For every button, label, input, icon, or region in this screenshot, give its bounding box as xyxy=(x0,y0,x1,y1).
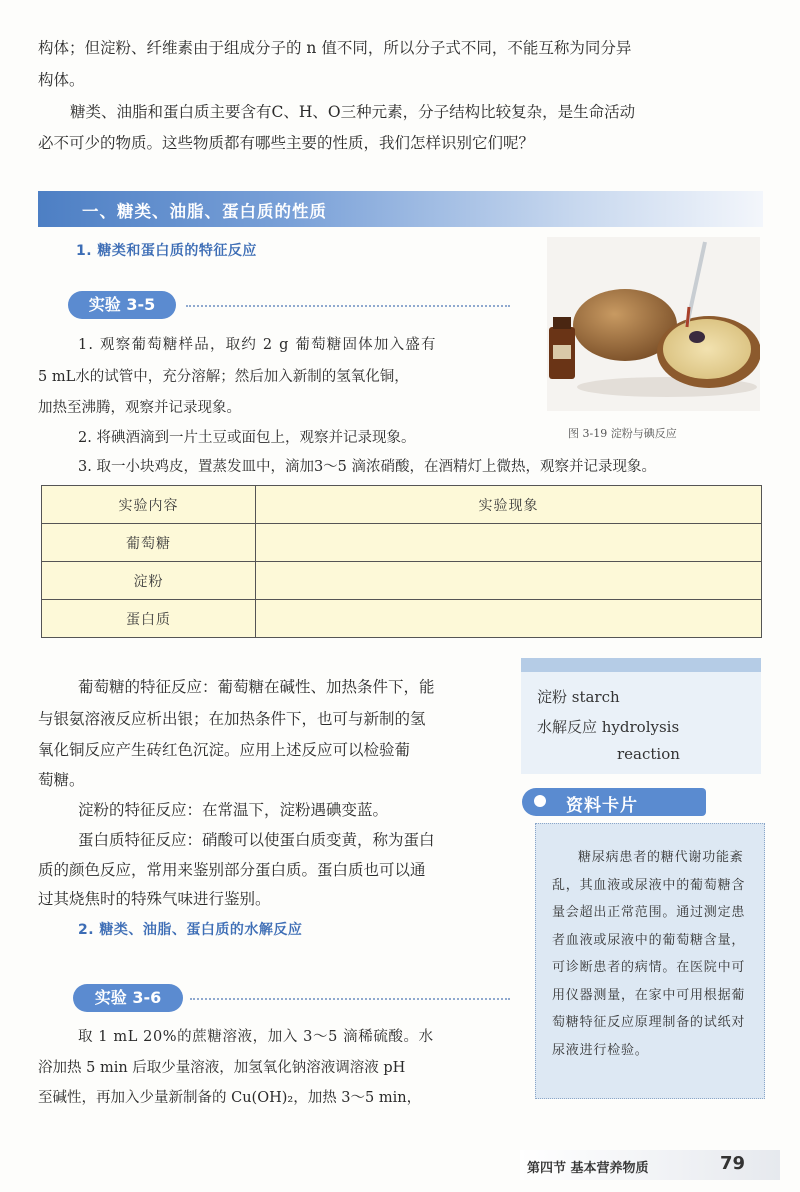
exp2-line-1: 取 1 mL 20%的蔗糖溶液，加入 3～5 滴稀硫酸。水 xyxy=(78,1029,434,1045)
experiment-label-3-5: 实验 3-5 xyxy=(68,291,176,319)
table-row xyxy=(42,524,762,562)
table-cell: 淀粉 xyxy=(42,562,256,600)
table-header-row xyxy=(42,486,762,524)
glossary-term-hydrolysis: 水解反应 hydrolysis xyxy=(537,718,680,736)
body-line-b1: 淀粉的特征反应：在常温下，淀粉遇碘变蓝。 xyxy=(78,801,389,819)
figure-caption: 图 3-19 淀粉与碘反应 xyxy=(568,427,677,440)
table-row xyxy=(42,562,762,600)
intro-line-2: 构体。 xyxy=(38,71,85,89)
dotted-rule xyxy=(186,305,510,307)
subsection-heading-2: 2. 糖类、油脂、蛋白质的水解反应 xyxy=(78,922,303,938)
table-row xyxy=(42,600,762,638)
glossary-term-starch: 淀粉 starch xyxy=(537,688,620,706)
exp1-line-3: 加热至沸腾，观察并记录现象。 xyxy=(38,400,241,416)
body-line-a3: 氧化铜反应产生砖红色沉淀。应用上述反应可以检验葡 xyxy=(38,741,411,759)
exp1-line-2: 5 mL水的试管中，充分溶解；然后加入新制的氢氧化铜， xyxy=(38,369,409,385)
bullet-icon xyxy=(534,795,546,807)
glossary-term-reaction: reaction xyxy=(617,745,680,763)
table-cell: 蛋白质 xyxy=(42,600,256,638)
info-card-header xyxy=(522,788,706,816)
section-title: 一、糖类、油脂、蛋白质的性质 xyxy=(82,202,327,221)
subsection-heading-1: 1. 糖类和蛋白质的特征反应 xyxy=(76,243,257,259)
experiment-label-3-6: 实验 3-6 xyxy=(73,984,183,1012)
body-line-c2: 质的颜色反应，常用来鉴别部分蛋白质。蛋白质也可以通 xyxy=(38,861,426,879)
body-line-a1: 葡萄糖的特征反应：葡萄糖在碱性、加热条件下，能 xyxy=(78,678,435,696)
table-header-cell: 实验内容 xyxy=(42,486,256,524)
table-empty-cell xyxy=(256,600,762,638)
info-card-text: 糖尿病患者的糖代谢功能紊乱，其血液或尿液中的葡萄糖含量会超出正常范围。通过测定患者血液或尿液中的葡萄糖含量，可诊断患者的病情。在医院中可用仪器测量，在家中可用根据葡萄糖特征反应原理制备的试纸对尿液进行检验。 xyxy=(552,850,746,1058)
page-number: 79 xyxy=(720,1153,746,1174)
table-empty-cell xyxy=(256,524,762,562)
exp2-line-3: 至碱性，再加入少量新制备的 Cu(OH)₂，加热 3～5 min， xyxy=(38,1090,422,1106)
glossary-bar xyxy=(521,658,761,672)
intro-line-3: 糖类、油脂和蛋白质主要含有C、H、O三种元素，分子结构比较复杂，是生命活动 xyxy=(70,103,636,121)
potato-iodine-photo xyxy=(547,237,760,411)
experiment-table xyxy=(41,485,762,638)
footer-section: 第四节 基本营养物质 xyxy=(527,1161,649,1176)
body-line-c1: 蛋白质特征反应：硝酸可以使蛋白质变黄，称为蛋白 xyxy=(78,831,435,849)
body-line-a4: 萄糖。 xyxy=(38,771,85,789)
table-empty-cell xyxy=(256,562,762,600)
intro-line-4: 必不可少的物质。这些物质都有哪些主要的性质，我们怎样识别它们呢？ xyxy=(38,134,535,152)
section-banner xyxy=(38,191,763,227)
exp1-line-1: 1. 观察葡萄糖样品，取约 2 g 葡萄糖固体加入盛有 xyxy=(78,337,437,353)
table-cell: 葡萄糖 xyxy=(42,524,256,562)
body-line-c3: 过其烧焦时的特殊气味进行鉴别。 xyxy=(38,890,271,908)
info-card xyxy=(535,823,765,1099)
dotted-rule xyxy=(190,998,510,1000)
body-line-a2: 与银氨溶液反应析出银；在加热条件下，也可与新制的氢 xyxy=(38,710,426,728)
table-header-cell: 实验现象 xyxy=(256,486,762,524)
exp1-line-4: 2. 将碘酒滴到一片土豆或面包上，观察并记录现象。 xyxy=(78,430,416,446)
intro-line-1: 构体；但淀粉、纤维素由于组成分子的 n 值不同，所以分子式不同，不能互称为同分异 xyxy=(38,39,632,57)
exp1-line-5: 3. 取一小块鸡皮，置蒸发皿中，滴加3～5 滴浓硝酸，在酒精灯上微热，观察并记录现象。 xyxy=(78,459,656,475)
exp2-line-2: 浴加热 5 min 后取少量溶液，加氢氧化钠溶液调溶液 pH xyxy=(38,1060,406,1076)
info-card-title: 资料卡片 xyxy=(566,796,638,816)
